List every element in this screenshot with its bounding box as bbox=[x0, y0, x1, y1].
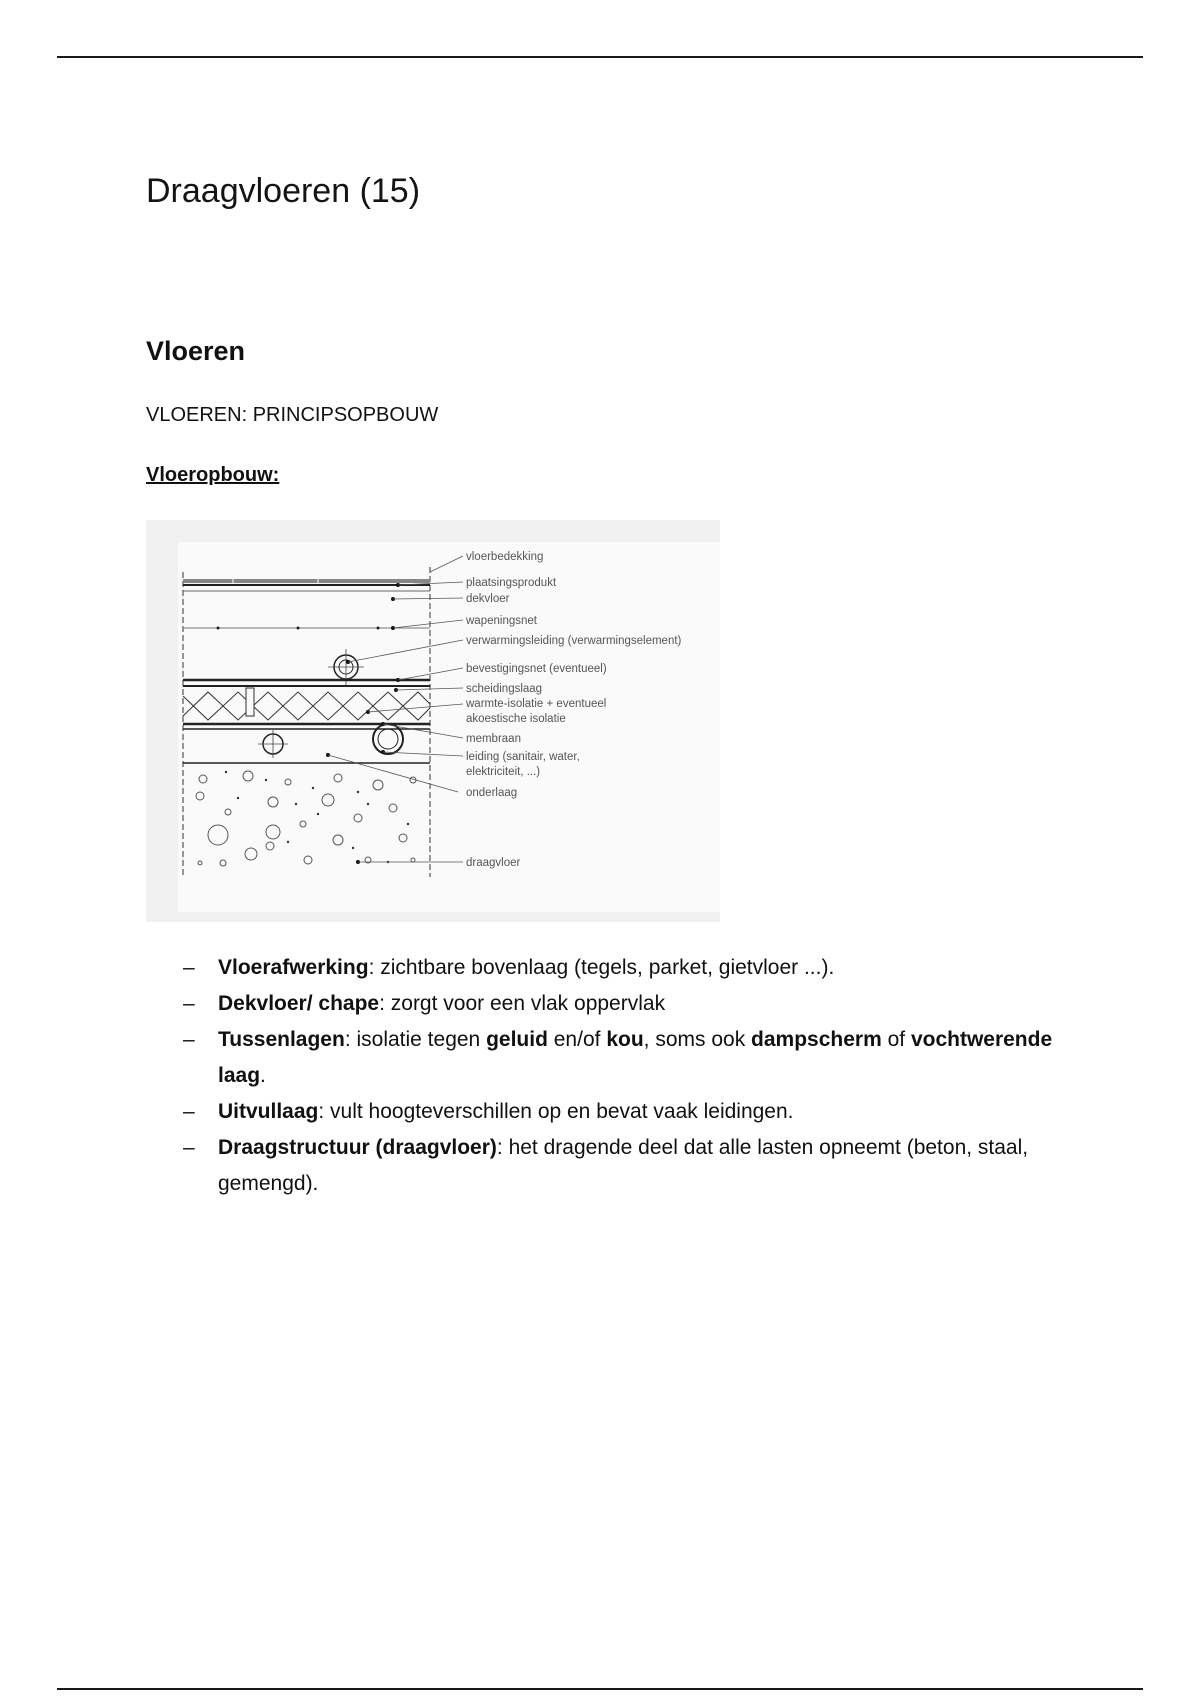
label-isolatie-line1: warmte-isolatie + eventueel bbox=[466, 698, 607, 710]
list-text: . bbox=[260, 1064, 266, 1087]
list-text: en/of bbox=[547, 1028, 607, 1051]
label-onderlaag: onderlaag bbox=[466, 787, 518, 799]
list-text: : vult hoogteverschillen op en bevat vaak leidingen. bbox=[318, 1100, 794, 1123]
bold-term: vochtwerende laag bbox=[218, 1028, 1053, 1087]
label-scheidingslaag: scheidingslaag bbox=[466, 683, 543, 695]
caps-subtitle: VLOEREN: PRINCIPSOPBOUW bbox=[146, 404, 439, 426]
list-text: : isolatie tegen bbox=[344, 1028, 487, 1051]
bold-term: Uitvullaag bbox=[218, 1100, 319, 1123]
list-item bbox=[183, 986, 1083, 1022]
bold-term: geluid bbox=[486, 1028, 548, 1051]
bullet-dash: – bbox=[183, 1136, 195, 1159]
section-heading: Vloeren bbox=[146, 336, 246, 366]
floor-buildup-figure bbox=[146, 520, 720, 922]
floor-section-diagram bbox=[178, 542, 720, 912]
bold-term: kou bbox=[606, 1028, 644, 1051]
label-leiding-line2: elektriciteit, ...) bbox=[466, 766, 541, 778]
bold-term: Vloerafwerking bbox=[218, 956, 369, 979]
label-membraan: membraan bbox=[466, 733, 521, 745]
label-dekvloer: dekvloer bbox=[466, 593, 510, 605]
bold-term: dampscherm bbox=[751, 1028, 882, 1051]
header-rule bbox=[57, 56, 1143, 58]
page-title: Draagvloeren (15) bbox=[146, 172, 421, 210]
list-item bbox=[183, 1022, 1083, 1094]
layer-description-list bbox=[183, 950, 1083, 1202]
sub-heading: Vloeropbouw: bbox=[146, 464, 280, 486]
label-verwarmingsleiding: verwarmingsleiding (verwarmingselement) bbox=[466, 635, 682, 647]
label-isolatie-line2: akoestische isolatie bbox=[466, 713, 566, 725]
list-text: : het dragende deel dat alle lasten opneemt (beton, staal, gemengd). bbox=[218, 1136, 1029, 1195]
bullet-dash: – bbox=[183, 1028, 195, 1051]
bullet-dash: – bbox=[183, 1100, 195, 1123]
list-item bbox=[183, 1094, 1083, 1130]
bold-term: Draagstructuur (draagvloer) bbox=[218, 1136, 497, 1159]
bullet-dash: – bbox=[183, 992, 195, 1015]
list-text: : zichtbare bovenlaag (tegels, parket, gietvloer ...). bbox=[368, 956, 835, 979]
label-plaatsingsprodukt: plaatsingsprodukt bbox=[466, 577, 557, 589]
list-text: , soms ook bbox=[643, 1028, 752, 1051]
list-item bbox=[183, 950, 1083, 986]
list-text: of bbox=[881, 1028, 911, 1051]
label-wapeningsnet: wapeningsnet bbox=[466, 615, 537, 627]
label-draagvloer: draagvloer bbox=[466, 857, 521, 869]
label-leiding-line1: leiding (sanitair, water, bbox=[466, 751, 580, 763]
footer-rule bbox=[57, 1688, 1143, 1690]
list-item bbox=[183, 1130, 1083, 1202]
bold-term: Dekvloer/ chape bbox=[218, 992, 380, 1015]
list-text: : zorgt voor een vlak oppervlak bbox=[379, 992, 666, 1015]
bullet-dash: – bbox=[183, 956, 195, 979]
label-bevestigingsnet: bevestigingsnet (eventueel) bbox=[466, 663, 607, 675]
bold-term: Tussenlagen bbox=[218, 1028, 345, 1051]
label-vloerbedekking: vloerbedekking bbox=[466, 551, 544, 563]
